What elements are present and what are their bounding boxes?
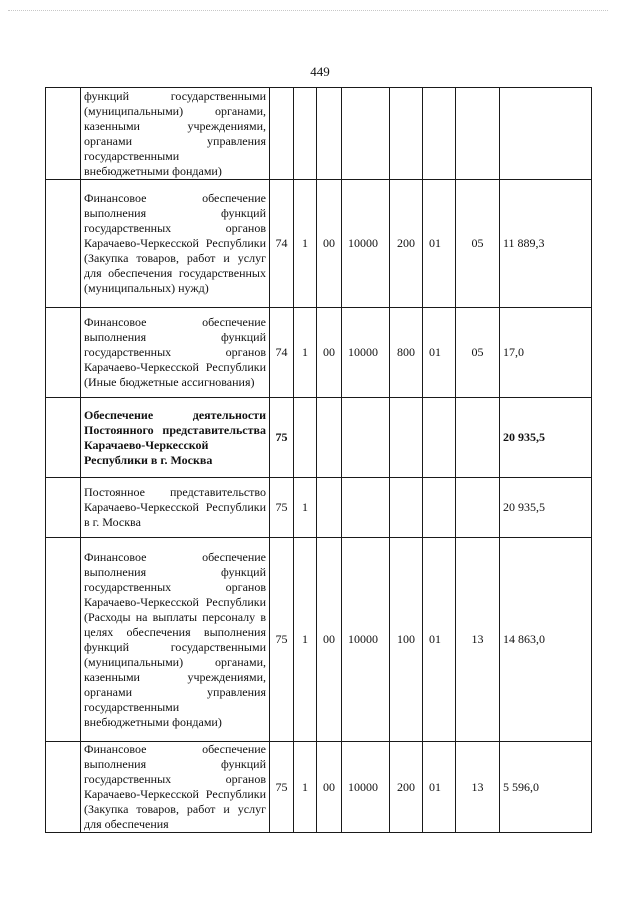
code-cell-c7: 05 xyxy=(456,308,500,398)
code-cell-c4: 10000 xyxy=(342,538,390,742)
description-cell: Финансовое обеспечение выполнения функций государственных органов Карачаево-Черкесской Республики (Иные бюджетные ассигнования) xyxy=(81,308,270,398)
code-cell-c6: 01 xyxy=(423,742,456,833)
code-cell-c3: 00 xyxy=(317,538,342,742)
code-cell-c3 xyxy=(317,398,342,478)
code-cell-c4: 10000 xyxy=(342,180,390,308)
row-number-cell xyxy=(46,538,81,742)
code-cell-c7: 05 xyxy=(456,180,500,308)
description-cell: Постоянное представительство Карачаево-Черкесской Республики в г. Москва xyxy=(81,478,270,538)
code-cell-c4: 10000 xyxy=(342,308,390,398)
table-row xyxy=(46,538,592,742)
code-cell-c6 xyxy=(423,398,456,478)
amount-cell: 5 596,0 xyxy=(500,742,592,833)
amount-cell: 17,0 xyxy=(500,308,592,398)
row-number-cell xyxy=(46,742,81,833)
code-cell-c7 xyxy=(456,398,500,478)
code-cell-c1: 75 xyxy=(270,398,294,478)
code-cell-c5: 800 xyxy=(390,308,423,398)
code-cell-c3 xyxy=(317,478,342,538)
code-cell-c5 xyxy=(390,398,423,478)
code-cell-c5: 200 xyxy=(390,180,423,308)
code-cell-c6: 01 xyxy=(423,308,456,398)
code-cell-c5: 200 xyxy=(390,742,423,833)
code-cell-c6: 01 xyxy=(423,538,456,742)
description-cell: Финансовое обеспечение выполнения функций государственных органов Карачаево-Черкесской Республики (Расходы на выплаты персоналу в целях обеспечения выполнения функций государственными (муниципальными) органами, казенными учреждениями, органами управления государственными внебюджетными фондами) xyxy=(81,538,270,742)
code-cell-c6 xyxy=(423,88,456,180)
code-cell-c1: 75 xyxy=(270,538,294,742)
table-row xyxy=(46,180,592,308)
code-cell-c5: 100 xyxy=(390,538,423,742)
row-number-cell xyxy=(46,308,81,398)
amount-cell: 11 889,3 xyxy=(500,180,592,308)
code-cell-c2 xyxy=(294,88,317,180)
amount-cell: 20 935,5 xyxy=(500,478,592,538)
code-cell-c6 xyxy=(423,478,456,538)
description-cell: функций государственными (муниципальными) органами, казенными учреждениями, органами управления государственными внебюджетными фондами) xyxy=(81,88,270,180)
table-row xyxy=(46,398,592,478)
code-cell-c1: 74 xyxy=(270,308,294,398)
code-cell-c7: 13 xyxy=(456,538,500,742)
code-cell-c2: 1 xyxy=(294,180,317,308)
code-cell-c1 xyxy=(270,88,294,180)
description-cell: Финансовое обеспечение выполнения функций государственных органов Карачаево-Черкесской Республики (Закупка товаров, работ и услуг для обеспечения xyxy=(81,742,270,833)
code-cell-c7 xyxy=(456,478,500,538)
budget-table xyxy=(45,87,592,833)
table-row xyxy=(46,88,592,180)
code-cell-c3: 00 xyxy=(317,308,342,398)
code-cell-c7: 13 xyxy=(456,742,500,833)
row-number-cell xyxy=(46,88,81,180)
code-cell-c1: 75 xyxy=(270,742,294,833)
code-cell-c1: 74 xyxy=(270,180,294,308)
code-cell-c3: 00 xyxy=(317,742,342,833)
code-cell-c4 xyxy=(342,398,390,478)
code-cell-c6: 01 xyxy=(423,180,456,308)
description-cell: Обеспечение деятельности Постоянного представительства Карачаево-Черкесской Республики в г. Москва xyxy=(81,398,270,478)
code-cell-c4 xyxy=(342,88,390,180)
code-cell-c1: 75 xyxy=(270,478,294,538)
page-number: 449 xyxy=(310,64,330,79)
code-cell-c4: 10000 xyxy=(342,742,390,833)
table-row xyxy=(46,478,592,538)
row-number-cell xyxy=(46,180,81,308)
code-cell-c2: 1 xyxy=(294,538,317,742)
code-cell-c4 xyxy=(342,478,390,538)
table-row xyxy=(46,308,592,398)
row-number-cell xyxy=(46,478,81,538)
code-cell-c3: 00 xyxy=(317,180,342,308)
table-body xyxy=(46,88,592,833)
code-cell-c2: 1 xyxy=(294,308,317,398)
table-row xyxy=(46,742,592,833)
code-cell-c3 xyxy=(317,88,342,180)
row-number-cell xyxy=(46,398,81,478)
code-cell-c2: 1 xyxy=(294,478,317,538)
amount-cell: 20 935,5 xyxy=(500,398,592,478)
description-cell: Финансовое обеспечение выполнения функций государственных органов Карачаево-Черкесской Республики (Закупка товаров, работ и услуг для обеспечения государственных (муниципальных) нужд) xyxy=(81,180,270,308)
scan-edge-line xyxy=(8,10,608,11)
amount-cell: 14 863,0 xyxy=(500,538,592,742)
code-cell-c2: 1 xyxy=(294,742,317,833)
code-cell-c5 xyxy=(390,88,423,180)
code-cell-c2 xyxy=(294,398,317,478)
amount-cell xyxy=(500,88,592,180)
code-cell-c5 xyxy=(390,478,423,538)
code-cell-c7 xyxy=(456,88,500,180)
